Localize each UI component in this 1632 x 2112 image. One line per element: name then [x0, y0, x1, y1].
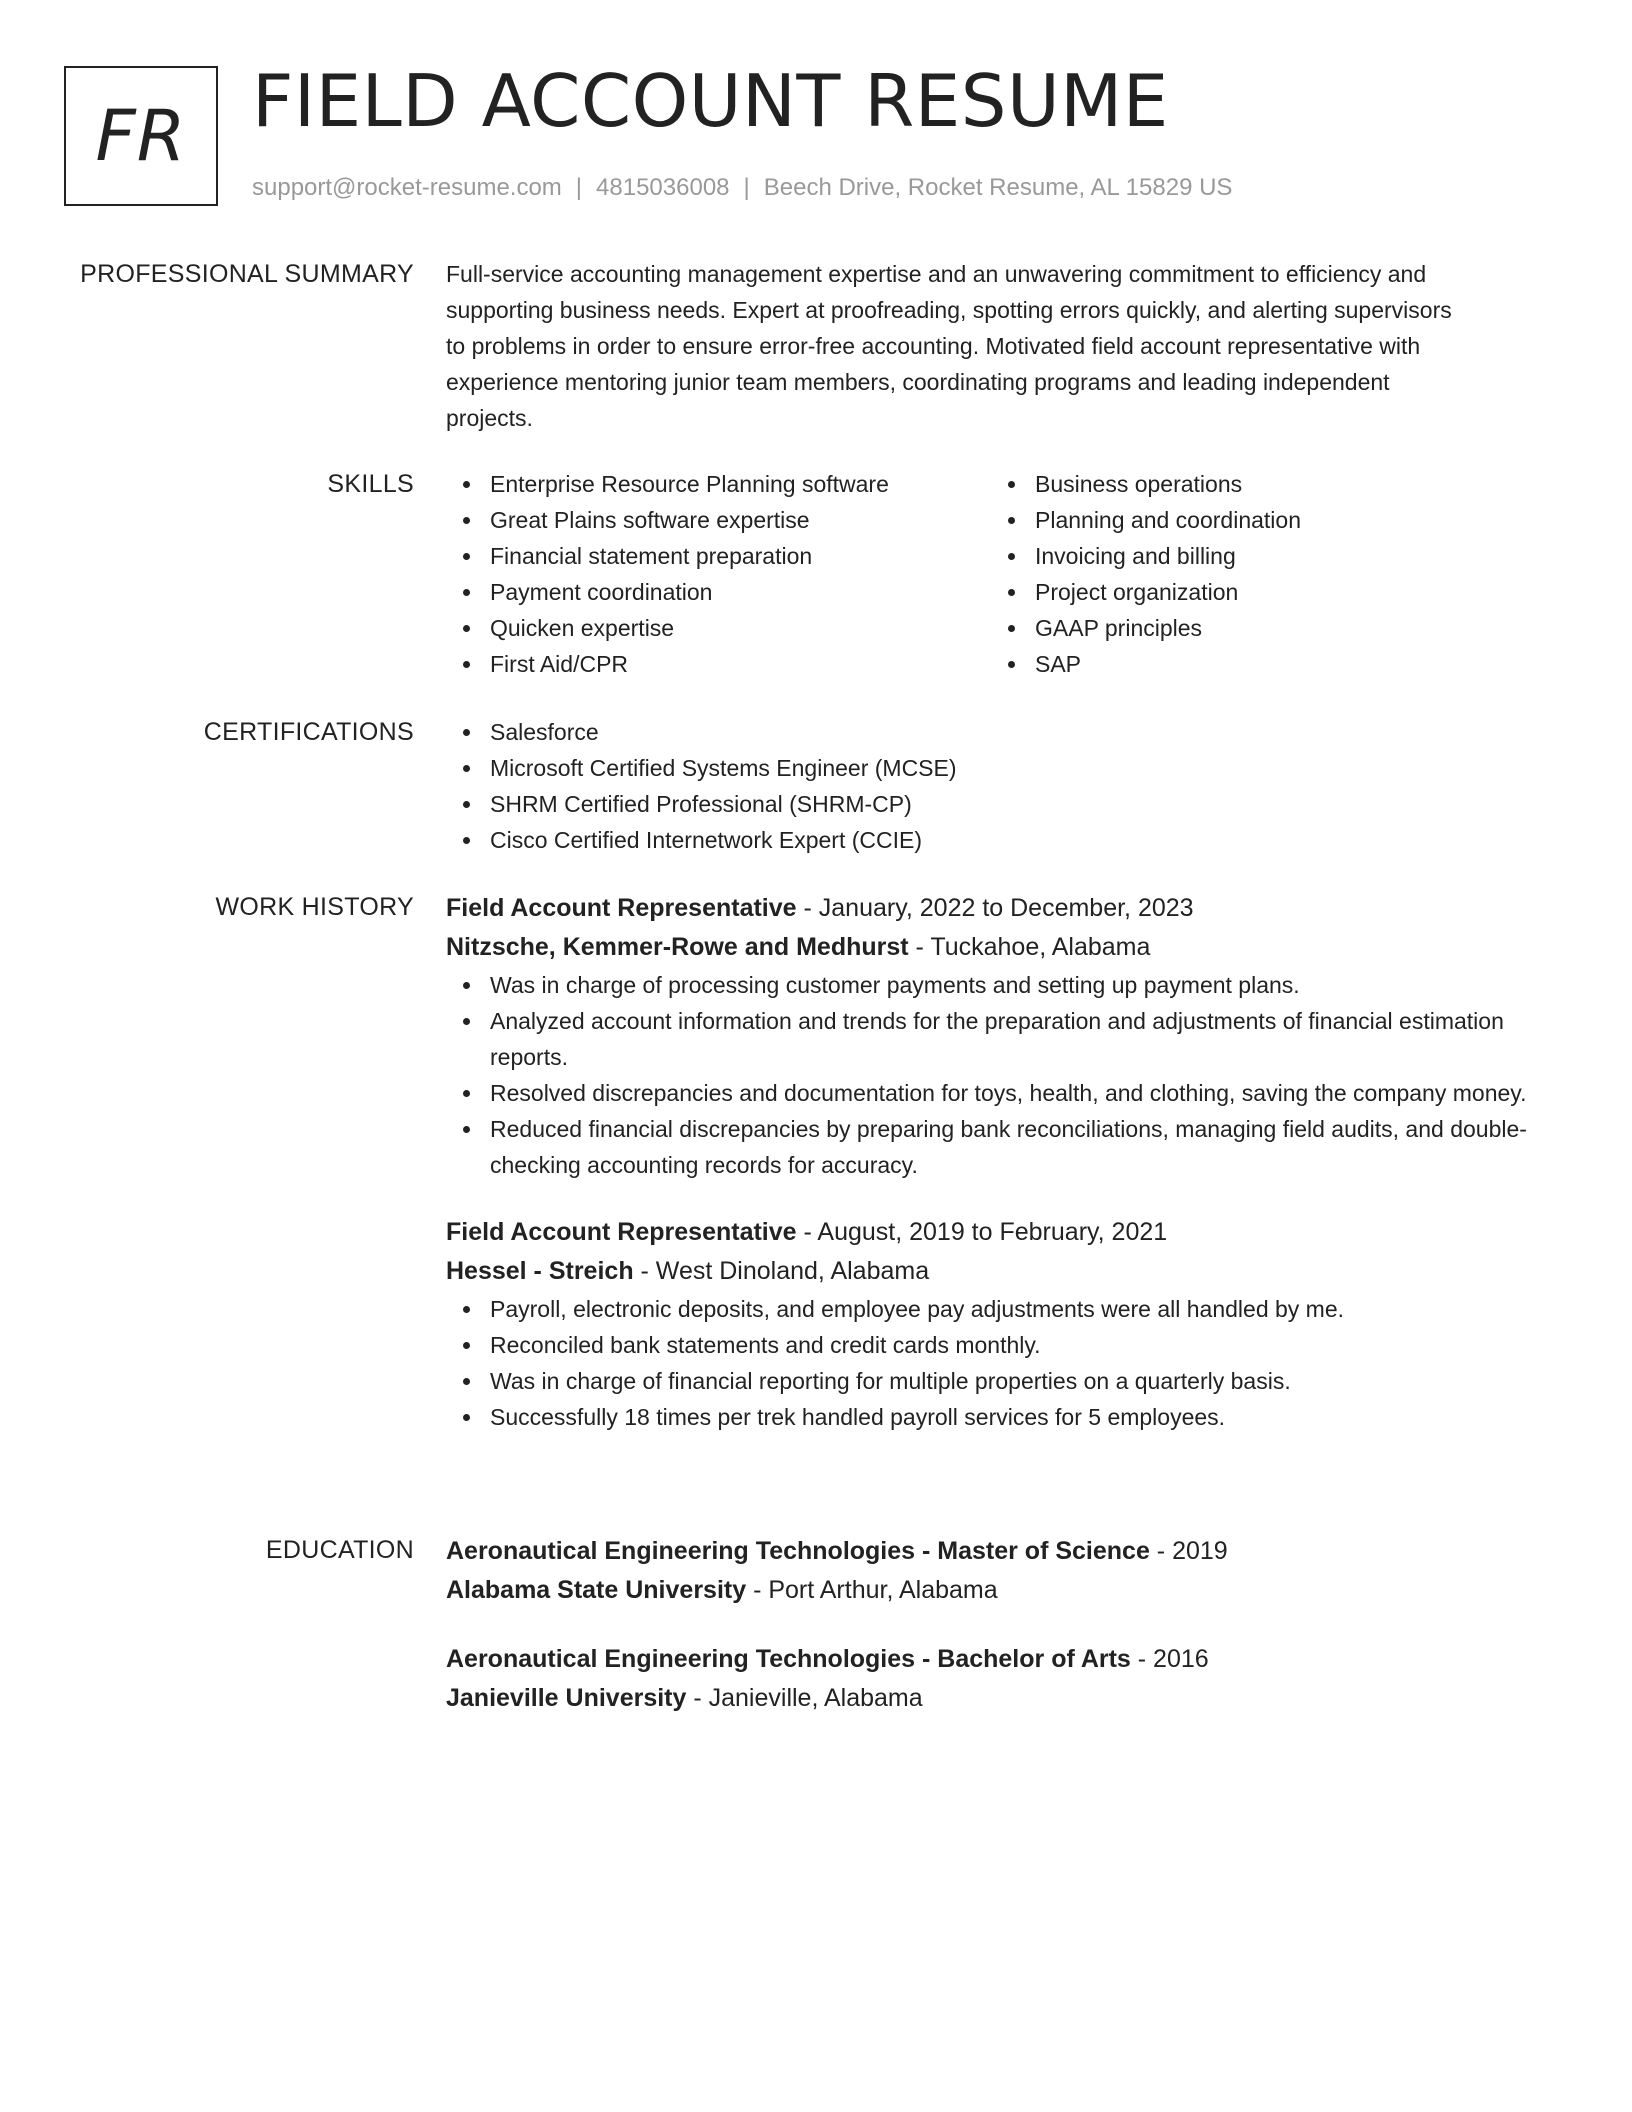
skills-list-right [991, 466, 1536, 682]
skill-item: Quicken expertise [446, 610, 991, 646]
skill-item: SAP [991, 646, 1536, 682]
summary-line: supporting business needs. Expert at proofreading, spotting errors quickly, and alerting supervisors [446, 297, 1452, 323]
skill-item: Planning and coordination [991, 502, 1536, 538]
contact-separator: | [743, 174, 750, 201]
work-history-body [446, 889, 1536, 1435]
education-year: - 2016 [1130, 1645, 1209, 1673]
certifications-heading: CERTIFICATIONS [203, 718, 414, 746]
certification-item: Cisco Certified Internetwork Expert (CCIE) [446, 822, 1536, 858]
job-title-line [446, 1213, 1536, 1252]
job-duty: Was in charge of financial reporting for multiple properties on a quarterly basis. [446, 1363, 1536, 1399]
job-duty: Analyzed account information and trends for the preparation and adjustments of financial estimation reports. [446, 1003, 1536, 1075]
contact-address: Beech Drive, Rocket Resume, AL 15829 US [763, 174, 1233, 201]
job-duty: Reduced financial discrepancies by preparing bank reconciliations, managing field audits, and double-checking accounting records for accuracy. [446, 1111, 1536, 1183]
education-school: Alabama State University [446, 1576, 747, 1604]
job-duty: Payroll, electronic deposits, and employee pay adjustments were all handled by me. [446, 1291, 1536, 1327]
skill-item: Project organization [991, 574, 1536, 610]
education-degree: Aeronautical Engineering Technologies - Bachelor of Arts [446, 1645, 1131, 1673]
skill-item: Financial statement preparation [446, 538, 991, 574]
job-duty: Was in charge of processing customer payments and setting up payment plans. [446, 967, 1536, 1003]
job-company: Nitzsche, Kemmer-Rowe and Medhurst [446, 933, 909, 961]
education-entry [446, 1532, 1536, 1610]
contact-email[interactable]: support@rocket-resume.com [252, 174, 562, 201]
job-title-line [446, 889, 1536, 928]
summary-line: experience mentoring junior team members, coordinating programs and leading independent [446, 369, 1390, 395]
skill-item: Enterprise Resource Planning software [446, 466, 991, 502]
summary-body [446, 256, 1536, 436]
summary-section [0, 256, 1632, 436]
job-duties-list [446, 1291, 1536, 1435]
work-history-section [0, 889, 1632, 1509]
job-company-line [446, 928, 1536, 967]
skills-list-left [446, 466, 991, 682]
certifications-body [446, 714, 1536, 858]
education-degree: Aeronautical Engineering Technologies - Master of Science [446, 1537, 1150, 1565]
initials-text: FR [95, 95, 187, 177]
job-company-line [446, 1252, 1536, 1291]
education-school-line [446, 1679, 1536, 1718]
education-year: - 2019 [1149, 1537, 1228, 1565]
job-title: Field Account Representative [446, 894, 797, 922]
education-degree-line [446, 1532, 1536, 1571]
summary-line: to problems in order to ensure error-free accounting. Motivated field account representative with [446, 333, 1421, 359]
education-body [446, 1532, 1536, 1718]
education-location: - Janieville, Alabama [686, 1684, 923, 1712]
education-heading: EDUCATION [265, 1536, 414, 1564]
skills-body [446, 466, 1536, 682]
skill-item: Invoicing and billing [991, 538, 1536, 574]
summary-heading: PROFESSIONAL SUMMARY [80, 260, 414, 288]
job-entry [446, 889, 1536, 1183]
summary-line: projects. [446, 405, 533, 431]
skills-heading: SKILLS [327, 470, 414, 498]
skills-section [0, 466, 1632, 686]
job-entry [446, 1213, 1536, 1435]
job-duty: Resolved discrepancies and documentation for toys, health, and clothing, saving the company money. [446, 1075, 1536, 1111]
summary-text [446, 256, 1536, 436]
certification-item: Salesforce [446, 714, 1536, 750]
initials-monogram [64, 66, 218, 206]
education-school-line [446, 1571, 1536, 1610]
education-entry [446, 1640, 1536, 1718]
skill-item: Payment coordination [446, 574, 991, 610]
work-history-heading: WORK HISTORY [215, 893, 414, 921]
job-duties-list [446, 967, 1536, 1183]
education-location: - Port Arthur, Alabama [746, 1576, 998, 1604]
job-location: - West Dinoland, Alabama [633, 1257, 930, 1285]
certifications-list [446, 714, 1536, 858]
job-dates: - January, 2022 to December, 2023 [796, 894, 1194, 922]
job-duty: Successfully 18 times per trek handled payroll services for 5 employees. [446, 1399, 1536, 1435]
skill-item: First Aid/CPR [446, 646, 991, 682]
contact-separator: | [575, 174, 583, 201]
summary-line: Full-service accounting management expertise and an unwavering commitment to efficiency and [446, 261, 1427, 287]
education-school: Janieville University [446, 1684, 687, 1712]
job-title: Field Account Representative [446, 1218, 797, 1246]
skill-item: Business operations [991, 466, 1536, 502]
skill-item: GAAP principles [991, 610, 1536, 646]
resume-title: FIELD ACCOUNT RESUME [252, 59, 1169, 143]
education-section [0, 1532, 1632, 1732]
certifications-section [0, 714, 1632, 864]
skill-item: Great Plains software expertise [446, 502, 991, 538]
job-dates: - August, 2019 to February, 2021 [796, 1218, 1168, 1246]
job-location: - Tuckahoe, Alabama [908, 933, 1151, 961]
certification-item: SHRM Certified Professional (SHRM-CP) [446, 786, 1536, 822]
education-degree-line [446, 1640, 1536, 1679]
certification-item: Microsoft Certified Systems Engineer (MCSE) [446, 750, 1536, 786]
contact-phone[interactable]: 4815036008 [596, 174, 730, 201]
contact-line [252, 172, 1232, 204]
job-duty: Reconciled bank statements and credit cards monthly. [446, 1327, 1536, 1363]
job-company: Hessel - Streich [446, 1257, 634, 1285]
